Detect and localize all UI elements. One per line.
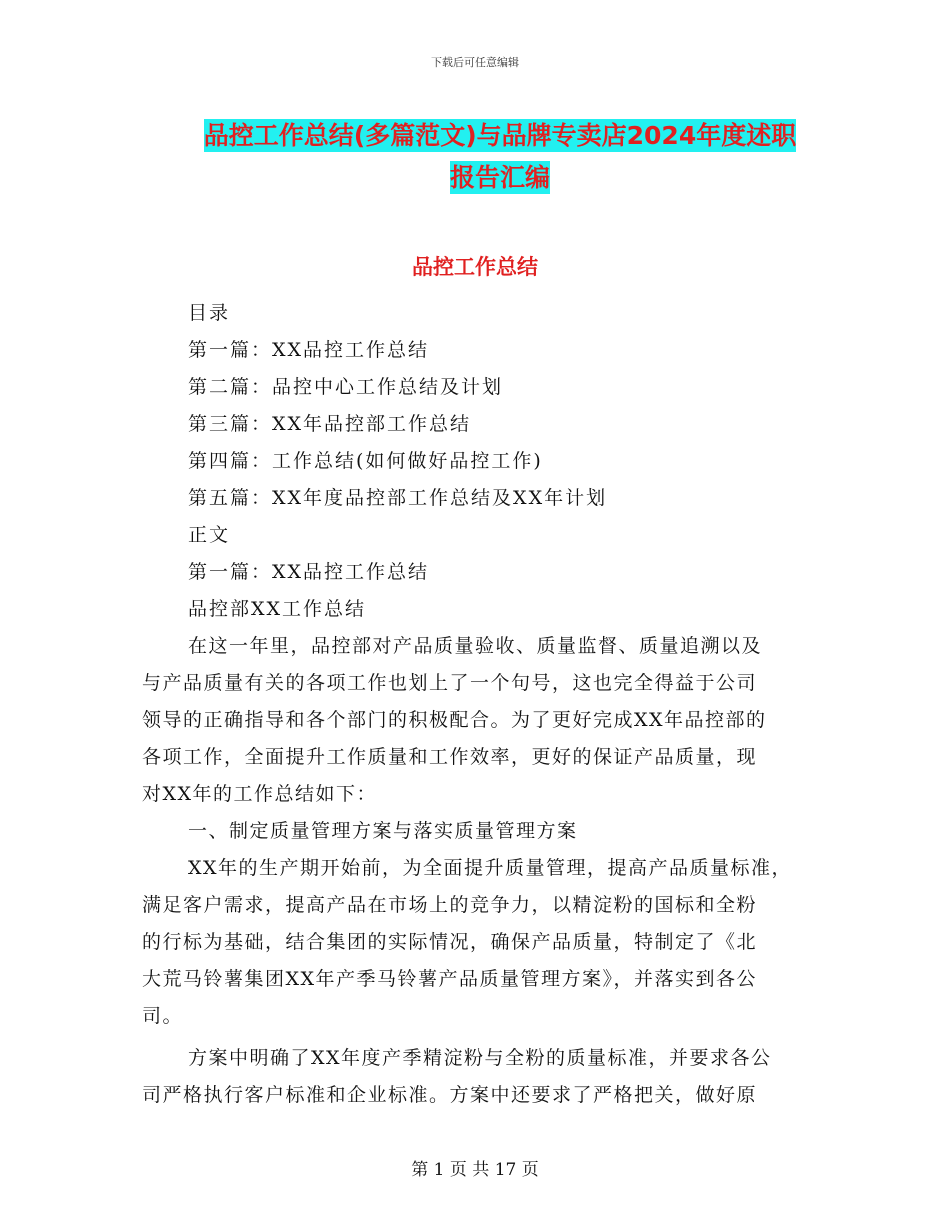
- chapter-subheading: 品控部XX工作总结: [188, 598, 367, 620]
- paragraph-line: 对XX年的工作总结如下：: [142, 783, 378, 805]
- paragraph-line: 大荒马铃薯集团XX年产季马铃薯产品质量管理方案》，并落实到各公: [142, 968, 758, 990]
- section-subheading: 一、制定质量管理方案与落实质量管理方案: [188, 820, 578, 842]
- chapter-heading: 第一篇：XX品控工作总结: [188, 561, 430, 583]
- toc-item-3: 第三篇：XX年品控部工作总结: [188, 413, 472, 435]
- page-footer: 第 1 页 共 17 页: [411, 1160, 539, 1180]
- paragraph-line: XX年的生产期开始前，为全面提升质量管理，提高产品质量标准，: [188, 857, 793, 879]
- paragraph-line: 的行标为基础，结合集团的实际情况，确保产品质量，特制定了《北: [142, 931, 758, 953]
- toc-item-4: 第四篇：工作总结(如何做好品控工作): [188, 450, 543, 472]
- toc-heading: 目录: [188, 302, 231, 324]
- paragraph-line: 领导的正确指导和各个部门的积极配合。为了更好完成XX年品控部的: [142, 709, 767, 731]
- toc-item-5: 第五篇：XX年度品控部工作总结及XX年计划: [188, 487, 608, 509]
- paragraph-line: 司。: [142, 1005, 184, 1027]
- header-note: 下载后可任意编辑: [431, 56, 519, 69]
- toc-item-2: 第二篇：品控中心工作总结及计划: [188, 376, 504, 398]
- paragraph-line: 司严格执行客户标准和企业标准。方案中还要求了严格把关，做好原: [142, 1084, 758, 1106]
- paragraph-line: 方案中明确了XX年度产季精淀粉与全粉的质量标准，并要求各公: [188, 1047, 772, 1069]
- paragraph-line: 与产品质量有关的各项工作也划上了一个句号，这也完全得益于公司: [142, 672, 758, 694]
- toc-item-1: 第一篇：XX品控工作总结: [188, 339, 430, 361]
- document-title-line-1: 品控工作总结(多篇范文)与品牌专卖店2024年度述职: [203, 121, 797, 150]
- paragraph-line: 在这一年里，品控部对产品质量验收、质量监督、质量追溯以及: [188, 635, 763, 657]
- paragraph-line: 满足客户需求，提高产品在市场上的竞争力，以精淀粉的国标和全粉: [142, 894, 758, 916]
- paragraph-line: 各项工作，全面提升工作质量和工作效率，更好的保证产品质量，现: [142, 746, 758, 768]
- document-title-line-2: 报告汇编: [449, 163, 550, 192]
- body-heading: 正文: [188, 524, 231, 546]
- section-heading: 品控工作总结: [412, 255, 538, 279]
